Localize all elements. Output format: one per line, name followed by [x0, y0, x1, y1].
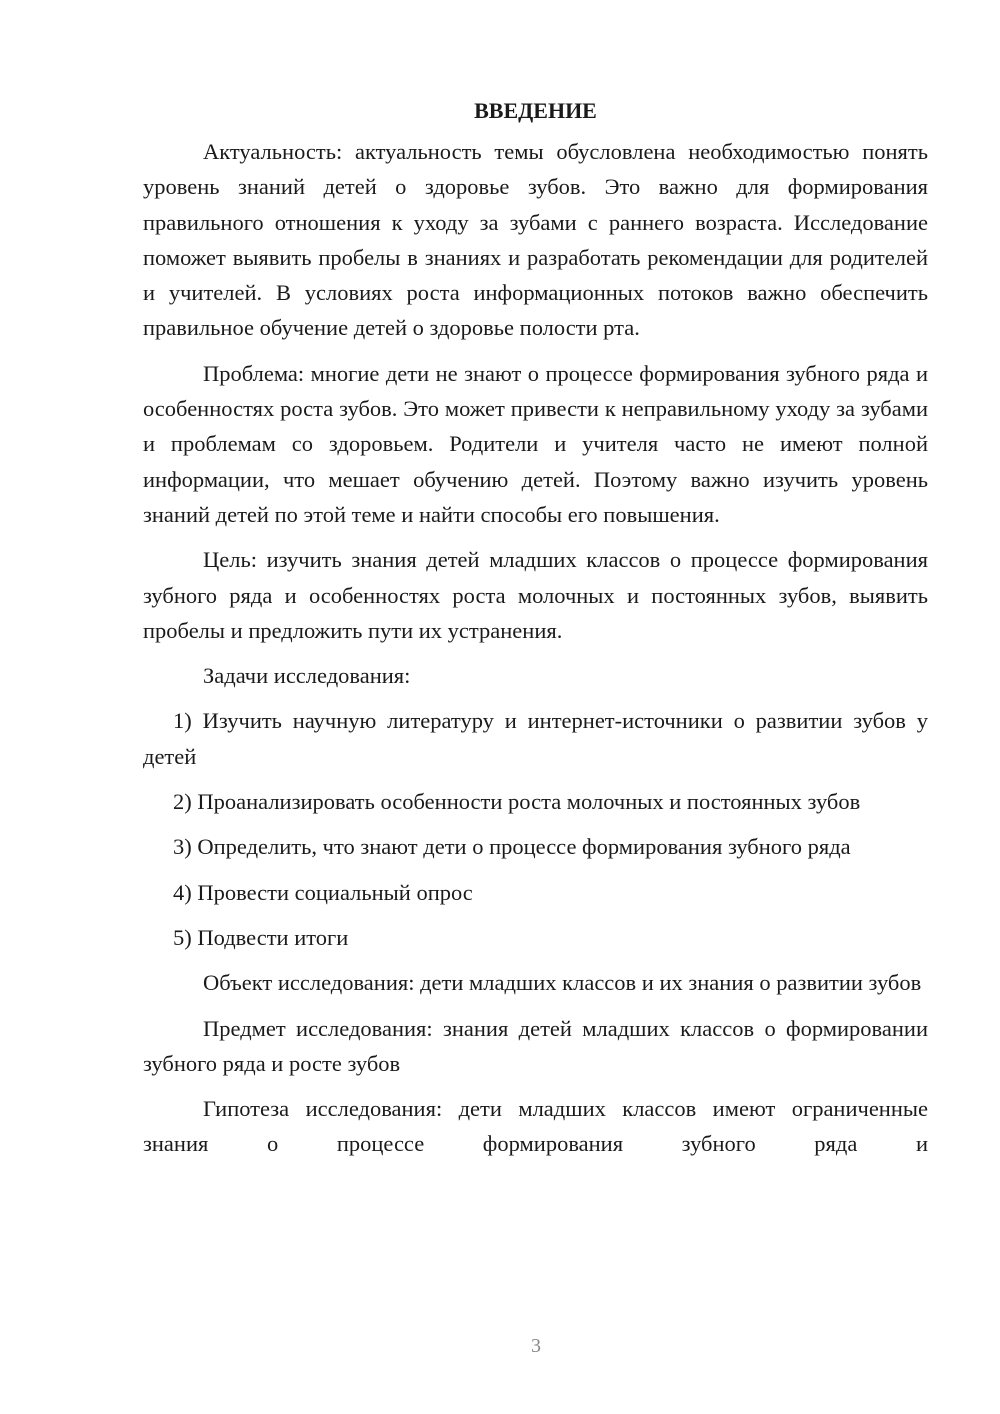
task-item-3: 3) Определить, что знают дети о процессе формирования зубного ряда	[173, 834, 851, 860]
task-item-5: 5) Подвести итоги	[173, 924, 349, 950]
paragraph-object: Объект исследования: дети младших классов и их знания о развитии зубов	[203, 970, 922, 996]
paragraph-subject: Предмет исследования: знания детей младших классов о формировании зубного ряда и росте зубов	[143, 1015, 928, 1076]
paragraph-tasks-heading: Задачи исследования:	[203, 663, 411, 689]
document-page	[143, 94, 928, 1172]
task-item-4: 4) Провести социальный опрос	[173, 879, 473, 905]
task-item-2: 2) Проанализировать особенности роста молочных и постоянных зубов	[173, 789, 861, 815]
task-item-1: 1) Изучить научную литературу и интернет-источники о развитии зубов у детей	[143, 708, 928, 769]
paragraph-relevance: Актуальность: актуальность темы обусловлена необходимостью понять уровень знаний детей о здоровье зубов. Это важно для формирования правильного отношения к уходу за зубами с раннего возраста. Исследование поможет выявить пробелы в знаниях и разработать рекомендации для родителей и учителей. В условиях роста информационных потоков важно обеспечить правильное обучение детей о здоровье полости рта.	[143, 139, 928, 341]
paragraph-problem: Проблема: многие дети не знают о процессе формирования зубного ряда и особенностях роста зубов. Это может привести к неправильному уходу за зубами и проблемам со здоровьем. Родители и учителя часто не имеют полной информации, что мешает обучению детей. Поэтому важно изучить уровень знаний детей по этой теме и найти способы его повышения.	[143, 360, 928, 527]
section-title: ВВЕДЕНИЕ	[474, 98, 597, 123]
page-number: 3	[531, 1335, 541, 1357]
paragraph-hypothesis: Гипотеза исследования: дети младших классов имеют ограниченные знания о процессе формирования зубного ряда и	[143, 1096, 928, 1157]
paragraph-goal: Цель: изучить знания детей младших классов о процессе формирования зубного ряда и особенностях роста молочных и постоянных зубов, выявить пробелы и предложить пути их устранения.	[143, 547, 928, 643]
